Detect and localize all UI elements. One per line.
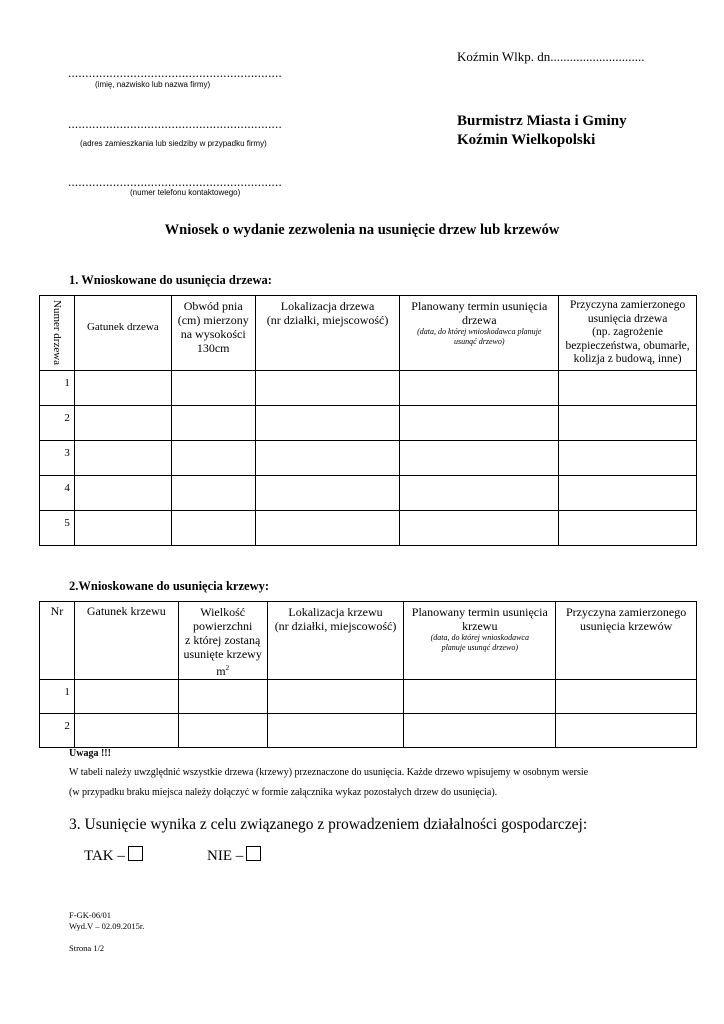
- tree-species-cell[interactable]: [74, 406, 171, 441]
- tree-row-number: 5: [40, 511, 75, 546]
- shrub-reason-cell[interactable]: [556, 714, 697, 748]
- tree-circumference-cell[interactable]: [171, 406, 255, 441]
- table-row: [40, 511, 697, 546]
- tree-location-cell[interactable]: [255, 511, 400, 546]
- recipient-line-1: Burmistrz Miasta i Gminy: [457, 113, 627, 129]
- shrub-term-cell[interactable]: [404, 714, 556, 748]
- table-row: [40, 680, 697, 714]
- trees-header-location: Lokalizacja drzewa (nr działki, miejscowość): [255, 296, 400, 371]
- tree-species-cell[interactable]: [74, 511, 171, 546]
- shrub-term-cell[interactable]: [404, 680, 556, 714]
- business-question: 3. Usunięcie wynika z celu związanego z prowadzeniem działalności gospodarczej:: [69, 816, 588, 833]
- shrubs-table: [39, 601, 697, 748]
- shrub-area-cell[interactable]: [178, 714, 267, 748]
- trees-header-number: Numer drzewa: [40, 296, 75, 371]
- shrub-row-number: 1: [40, 680, 75, 714]
- shrub-reason-cell[interactable]: [556, 680, 697, 714]
- tree-term-cell[interactable]: [400, 511, 559, 546]
- place-date: Koźmin Wlkp. dn.............................: [457, 49, 645, 64]
- note-line-1: W tabeli należy uwzględnić wszystkie drzewa (krzewy) przeznaczone do usunięcia. Każde drzewo wpisujemy w osobnym wersie: [69, 767, 589, 778]
- no-checkbox[interactable]: [246, 846, 261, 861]
- note-label: Uwaga !!!: [69, 748, 111, 759]
- table-row: [40, 476, 697, 511]
- yes-option: [84, 846, 143, 865]
- tree-species-cell[interactable]: [74, 371, 171, 406]
- shrubs-header-nr: Nr: [40, 602, 75, 680]
- tree-location-cell[interactable]: [255, 476, 400, 511]
- tree-location-cell[interactable]: [255, 441, 400, 476]
- tree-reason-cell[interactable]: [559, 511, 697, 546]
- tree-location-cell[interactable]: [255, 371, 400, 406]
- no-option: [207, 846, 261, 865]
- tree-circumference-cell[interactable]: [171, 511, 255, 546]
- tree-circumference-cell[interactable]: [171, 476, 255, 511]
- table-row: [40, 406, 697, 441]
- table-row: [40, 441, 697, 476]
- form-code: F-GK-06/01: [69, 910, 112, 920]
- page-title: Wniosek o wydanie zezwolenia na usunięcie drzew lub krzewów: [164, 222, 560, 238]
- shrub-row-number: 2: [40, 714, 75, 748]
- tree-term-cell[interactable]: [400, 371, 559, 406]
- tree-row-number: 2: [40, 406, 75, 441]
- trees-table: [39, 295, 697, 546]
- yes-checkbox[interactable]: [128, 846, 143, 861]
- address-caption: (adres zamieszkania lub siedziby w przypadku firmy): [80, 139, 267, 148]
- shrub-species-cell[interactable]: [74, 680, 178, 714]
- tree-term-cell[interactable]: [400, 476, 559, 511]
- no-label: NIE –: [207, 848, 244, 864]
- shrub-location-cell[interactable]: [267, 680, 404, 714]
- shrubs-header-area: Wielkość powierzchni z której zostaną usunięte krzewy $m^2$: [178, 602, 267, 680]
- form-version: Wyd.V – 02.09.2015r.: [69, 921, 145, 931]
- tree-row-number: 1: [40, 371, 75, 406]
- name-caption: (imię, nazwisko lub nazwa firmy): [95, 80, 211, 89]
- shrub-species-cell[interactable]: [74, 714, 178, 748]
- name-dots-line: ..............................................................: [68, 65, 282, 80]
- table-row: [40, 714, 697, 748]
- tree-species-cell[interactable]: [74, 441, 171, 476]
- trees-header-term: Planowany termin usunięcia drzewa (data, do której wnioskodawca planuje usunąć drzewo): [400, 296, 559, 371]
- tree-circumference-cell[interactable]: [171, 441, 255, 476]
- shrubs-heading: 2.Wnioskowane do usunięcia krzewy:: [69, 579, 270, 593]
- note-line-2: (w przypadku braku miejsca należy dołączyć w formie załącznika wykaz pozostałych drzew do usunięcia).: [69, 787, 498, 798]
- trees-header-circumference: Obwód pnia (cm) mierzony na wysokości 130cm: [171, 296, 255, 371]
- shrubs-header-reason: Przyczyna zamierzonego usunięcia krzewów: [556, 602, 697, 680]
- phone-dots-line: ..............................................................: [68, 174, 282, 189]
- tree-reason-cell[interactable]: [559, 406, 697, 441]
- shrubs-header-location: Lokalizacja krzewu (nr działki, miejscowość): [267, 602, 404, 680]
- trees-header-species: Gatunek drzewa: [74, 296, 171, 371]
- tree-row-number: 4: [40, 476, 75, 511]
- shrubs-header-term: Planowany termin usunięcia krzewu (data, do której wnioskodawca planuje usunąć drzewo): [404, 602, 556, 680]
- tree-term-cell[interactable]: [400, 441, 559, 476]
- shrub-location-cell[interactable]: [267, 714, 404, 748]
- tree-term-cell[interactable]: [400, 406, 559, 441]
- yes-label: TAK –: [84, 848, 125, 864]
- tree-species-cell[interactable]: [74, 476, 171, 511]
- table-row: [40, 371, 697, 406]
- tree-location-cell[interactable]: [255, 406, 400, 441]
- tree-reason-cell[interactable]: [559, 476, 697, 511]
- shrub-area-cell[interactable]: [178, 680, 267, 714]
- page-number: Strona 1/2: [69, 943, 105, 953]
- trees-header-reason: Przyczyna zamierzonego usunięcia drzewa (np. zagrożenie bezpieczeństwa, obumarłe, kolizja z budową, inne): [559, 296, 697, 371]
- address-dots-line: ..............................................................: [68, 116, 282, 131]
- tree-reason-cell[interactable]: [559, 371, 697, 406]
- tree-row-number: 3: [40, 441, 75, 476]
- trees-heading: 1. Wnioskowane do usunięcia drzewa:: [69, 273, 272, 287]
- shrubs-header-species: Gatunek krzewu: [74, 602, 178, 680]
- phone-caption: (numer telefonu kontaktowego): [130, 188, 241, 197]
- recipient-line-2: Koźmin Wielkopolski: [457, 132, 596, 148]
- tree-circumference-cell[interactable]: [171, 371, 255, 406]
- tree-reason-cell[interactable]: [559, 441, 697, 476]
